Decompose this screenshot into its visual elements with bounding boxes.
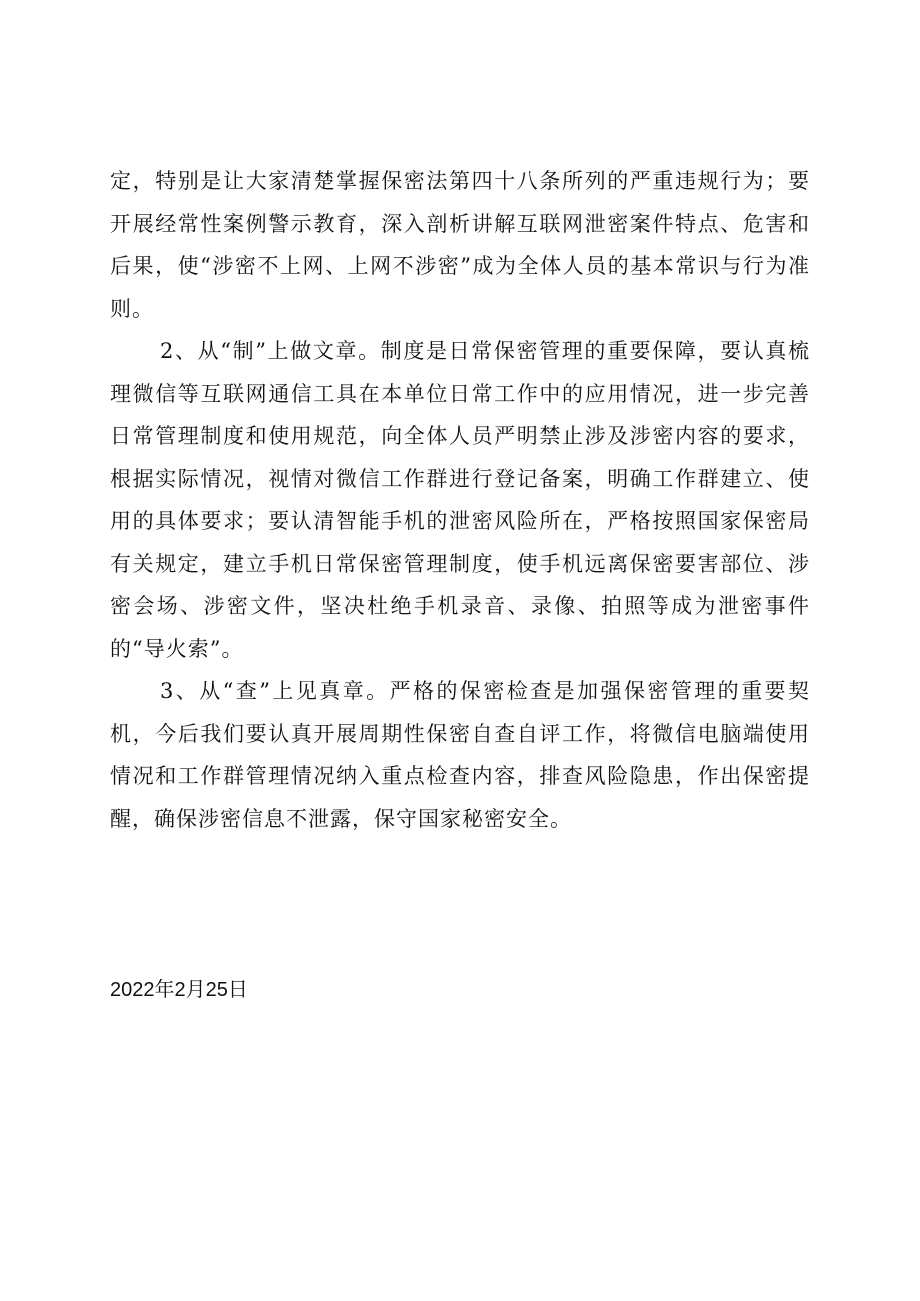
document-date: 2022年2月25日 — [110, 979, 248, 1001]
document-body — [110, 160, 810, 840]
paragraph-system: 2、从“制”上做文章。制度是日常保密管理的重要保障，要认真梳理微信等互联网通信工具在本单位日常工作中的应用情况，进一步完善日常管理制度和使用规范，向全体人员严明禁止涉及涉密内容的要求，根据实际情况，视情对微信工作群进行登记备案，明确工作群建立、使用的具体要求；要认清智能手机的泄密风险所在，严格按照国家保密局有关规定，建立手机日常保密管理制度，使手机远离保密要害部位、涉密会场、涉密文件，坚决杜绝手机录音、录像、拍照等成为泄密事件的“导火索”。 — [110, 339, 810, 661]
paragraph-inspection: 3、从“查”上见真章。严格的保密检查是加强保密管理的重要契机，今后我们要认真开展周期性保密自查自评工作，将微信电脑端使用情况和工作群管理情况纳入重点检查内容，排查风险隐患，作出保密提醒，确保涉密信息不泄露，保守国家秘密安全。 — [110, 679, 810, 831]
paragraph-continuation: 定，特别是让大家清楚掌握保密法第四十八条所列的严重违规行为；要开展经常性案例警示教育，深入剖析讲解互联网泄密案件特点、危害和后果，使“涉密不上网、上网不涉密”成为全体人员的基本常识与行为准则。 — [110, 169, 810, 321]
